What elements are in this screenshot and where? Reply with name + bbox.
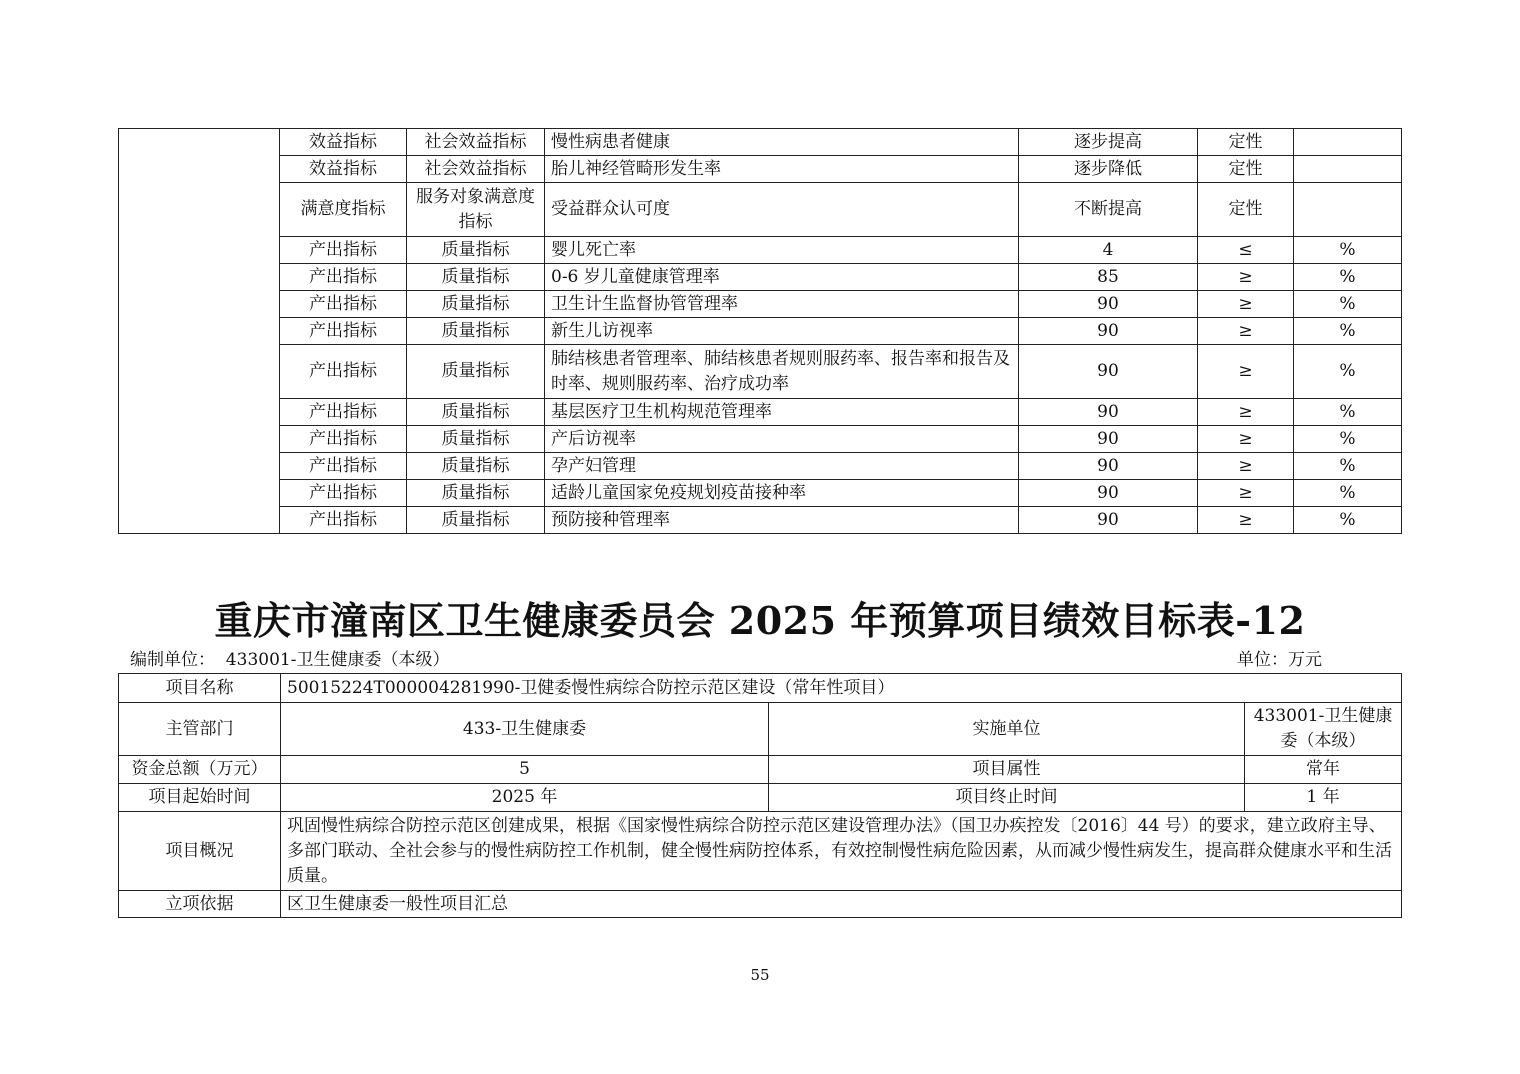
overview-label: 项目概况 <box>119 812 281 891</box>
indicator-name: 慢性病患者健康 <box>545 129 1019 156</box>
project-name: 50015224T000004281990-卫健委慢性病综合防控示范区建设（常年性项目） <box>281 674 1402 703</box>
indicator-unit: % <box>1294 480 1402 507</box>
indicator-operator: ≥ <box>1198 507 1294 534</box>
indicator-operator: ≤ <box>1198 237 1294 264</box>
indicator-level2: 质量指标 <box>407 507 545 534</box>
indicator-operator: ≥ <box>1198 399 1294 426</box>
indicator-name: 肺结核患者管理率、肺结核患者规则服药率、报告率和报告及时率、规则服药率、治疗成功率 <box>545 345 1019 399</box>
indicator-unit <box>1294 183 1402 237</box>
indicator-operator: ≥ <box>1198 291 1294 318</box>
indicator-unit: % <box>1294 453 1402 480</box>
indicator-level1: 产出指标 <box>280 426 407 453</box>
table-row <box>119 318 1402 345</box>
indicator-level1: 产出指标 <box>280 291 407 318</box>
indicator-unit: % <box>1294 345 1402 399</box>
indicator-level1: 产出指标 <box>280 453 407 480</box>
indicator-value: 90 <box>1019 399 1198 426</box>
indicator-level2: 质量指标 <box>407 480 545 507</box>
indicator-name: 适龄儿童国家免疫规划疫苗接种率 <box>545 480 1019 507</box>
indicator-unit: % <box>1294 399 1402 426</box>
indicator-name: 受益群众认可度 <box>545 183 1019 237</box>
basis-label: 立项依据 <box>119 891 281 918</box>
indicator-operator: 定性 <box>1198 129 1294 156</box>
indicator-name: 基层医疗卫生机构规范管理率 <box>545 399 1019 426</box>
indicator-value: 90 <box>1019 426 1198 453</box>
indicator-level1: 产出指标 <box>280 507 407 534</box>
table-row <box>119 399 1402 426</box>
indicator-level1: 产出指标 <box>280 345 407 399</box>
indicator-operator: 定性 <box>1198 156 1294 183</box>
indicator-name: 新生儿访视率 <box>545 318 1019 345</box>
indicator-operator: ≥ <box>1198 345 1294 399</box>
indicator-level2: 质量指标 <box>407 399 545 426</box>
indicator-value: 不断提高 <box>1019 183 1198 237</box>
impl-label: 实施单位 <box>769 703 1245 756</box>
indicator-level2: 质量指标 <box>407 426 545 453</box>
dept-label: 主管部门 <box>119 703 281 756</box>
indicator-value: 90 <box>1019 453 1198 480</box>
indicator-level2: 质量指标 <box>407 291 545 318</box>
indicator-value: 逐步提高 <box>1019 129 1198 156</box>
indicator-level1: 产出指标 <box>280 480 407 507</box>
table-row <box>119 426 1402 453</box>
indicator-operator: ≥ <box>1198 318 1294 345</box>
indicator-unit: % <box>1294 426 1402 453</box>
dept-value: 433-卫生健康委 <box>281 703 769 756</box>
indicator-value: 90 <box>1019 291 1198 318</box>
project-info-table <box>118 673 1402 918</box>
start-value: 2025 年 <box>281 784 769 812</box>
indicator-unit: % <box>1294 291 1402 318</box>
indicator-operator: ≥ <box>1198 453 1294 480</box>
indicator-name: 婴儿死亡率 <box>545 237 1019 264</box>
amount-unit: 单位：万元 <box>1237 650 1322 670</box>
indicator-name: 孕产妇管理 <box>545 453 1019 480</box>
table-row <box>119 291 1402 318</box>
indicator-unit: % <box>1294 318 1402 345</box>
table-row <box>119 183 1402 237</box>
indicator-level1: 产出指标 <box>280 264 407 291</box>
compiling-unit: 编制单位： 433001-卫生健康委（本级） <box>130 650 450 670</box>
indicator-value: 90 <box>1019 318 1198 345</box>
indicator-name: 胎儿神经管畸形发生率 <box>545 156 1019 183</box>
indicator-level2: 社会效益指标 <box>407 156 545 183</box>
indicator-unit: % <box>1294 264 1402 291</box>
indicator-value: 90 <box>1019 345 1198 399</box>
table-row <box>119 345 1402 399</box>
indicator-unit <box>1294 156 1402 183</box>
indicator-level2: 质量指标 <box>407 453 545 480</box>
impl-value: 433001-卫生健康委（本级） <box>1245 703 1402 756</box>
start-label: 项目起始时间 <box>119 784 281 812</box>
indicator-unit <box>1294 129 1402 156</box>
attr-label: 项目属性 <box>769 756 1245 784</box>
indicator-operator: ≥ <box>1198 426 1294 453</box>
indicator-value: 逐步降低 <box>1019 156 1198 183</box>
indicator-name: 0-6 岁儿童健康管理率 <box>545 264 1019 291</box>
table-row <box>119 264 1402 291</box>
indicator-operator: 定性 <box>1198 183 1294 237</box>
table-row <box>119 507 1402 534</box>
end-value: 1 年 <box>1245 784 1402 812</box>
indicator-value: 85 <box>1019 264 1198 291</box>
end-label: 项目终止时间 <box>769 784 1245 812</box>
project-name-label: 项目名称 <box>119 674 281 703</box>
indicator-operator: ≥ <box>1198 264 1294 291</box>
table-row <box>119 156 1402 183</box>
basis-value: 区卫生健康委一般性项目汇总 <box>281 891 1402 918</box>
indicator-value: 90 <box>1019 507 1198 534</box>
funds-value: 5 <box>281 756 769 784</box>
indicator-level1: 产出指标 <box>280 237 407 264</box>
merged-left-cell <box>119 129 280 534</box>
indicator-unit: % <box>1294 507 1402 534</box>
indicator-level1: 效益指标 <box>280 129 407 156</box>
table-row <box>119 480 1402 507</box>
indicator-level2: 质量指标 <box>407 237 545 264</box>
indicator-unit: % <box>1294 237 1402 264</box>
indicator-operator: ≥ <box>1198 480 1294 507</box>
funds-label: 资金总额（万元） <box>119 756 281 784</box>
table-row <box>119 129 1402 156</box>
indicator-level2: 质量指标 <box>407 345 545 399</box>
overview-text: 巩固慢性病综合防控示范区创建成果，根据《国家慢性病综合防控示范区建设管理办法》（国卫办疾控发〔2016〕44 号）的要求，建立政府主导、多部门联动、全社会参与的慢性病防控工作机制，健全慢性病防控体系，有效控制慢性病危险因素，从而减少慢性病发生，提高群众健康水平和生活质量。 <box>281 812 1402 891</box>
attr-value: 常年 <box>1245 756 1402 784</box>
table-row <box>119 237 1402 264</box>
indicator-level1: 产出指标 <box>280 318 407 345</box>
indicator-name: 卫生计生监督协管管理率 <box>545 291 1019 318</box>
indicator-name: 预防接种管理率 <box>545 507 1019 534</box>
table-row <box>119 453 1402 480</box>
indicator-level2: 社会效益指标 <box>407 129 545 156</box>
indicator-level1: 满意度指标 <box>280 183 407 237</box>
page-number: 55 <box>750 966 770 984</box>
page-title: 重庆市潼南区卫生健康委员会 2025 年预算项目绩效目标表-12 <box>214 598 1306 643</box>
indicator-value: 4 <box>1019 237 1198 264</box>
indicator-name: 产后访视率 <box>545 426 1019 453</box>
indicator-level2: 质量指标 <box>407 318 545 345</box>
indicator-value: 90 <box>1019 480 1198 507</box>
indicator-level1: 效益指标 <box>280 156 407 183</box>
indicator-table <box>118 128 1402 534</box>
indicator-level2: 质量指标 <box>407 264 545 291</box>
indicator-level1: 产出指标 <box>280 399 407 426</box>
indicator-level2: 服务对象满意度指标 <box>407 183 545 237</box>
